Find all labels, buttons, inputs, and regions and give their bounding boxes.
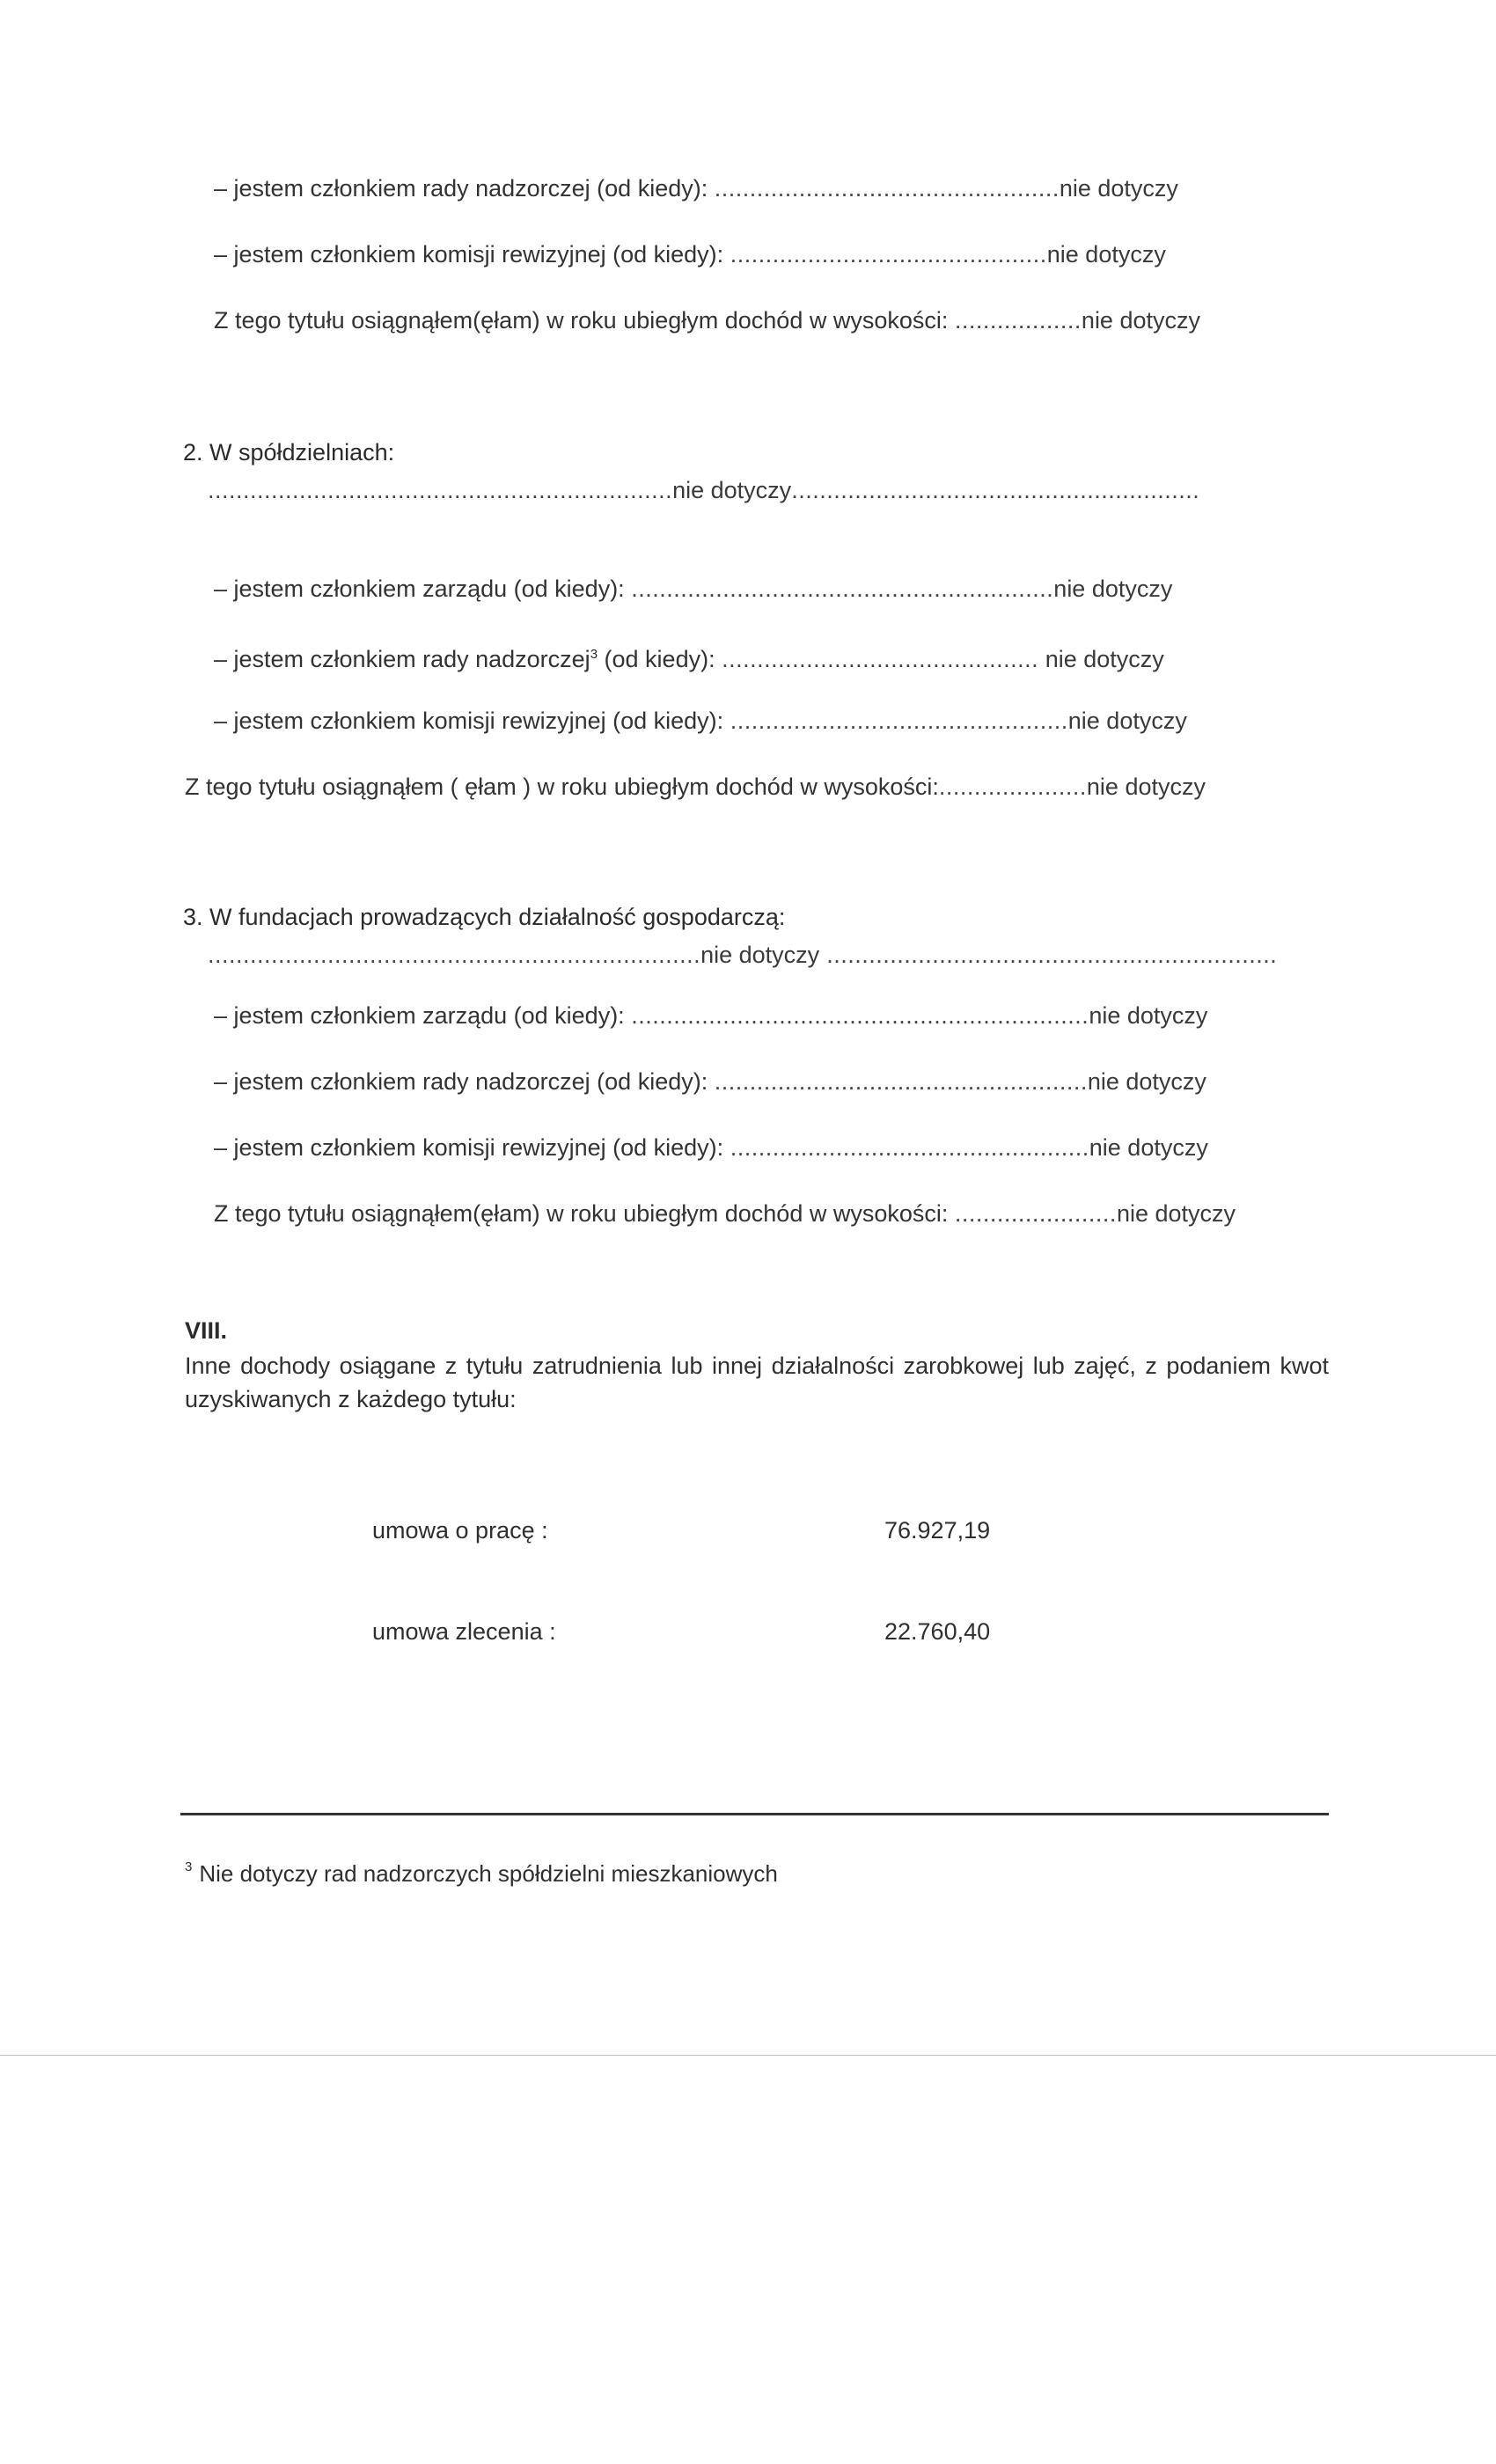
s2-name-line: ..................................................................nie dotyczy..........................................................: [208, 477, 1200, 503]
answer: nie dotyczy: [1116, 1200, 1236, 1227]
footnote: [185, 1852, 778, 1888]
answer: nie dotyczy: [1087, 1068, 1206, 1095]
s1-row-supervisory-board: – jestem członkiem rady nadzorczej (od kiedy): .................................................nie dotyczy: [214, 175, 1178, 202]
page-edge-line: [0, 2055, 1496, 2056]
commission-contract-label: umowa zlecenia :: [372, 1618, 556, 1645]
commission-contract-value: 22.760,40: [884, 1618, 991, 1645]
employment-contract-label: umowa o pracę :: [372, 1517, 548, 1544]
answer: nie dotyczy: [1053, 576, 1173, 602]
answer: nie dotyczy: [1059, 175, 1178, 202]
answer: nie dotyczy: [1089, 1134, 1208, 1161]
answer: nie dotyczy: [1067, 708, 1187, 734]
s1-row-income: Z tego tytułu osiągnąłem(ęłam) w roku ubiegłym dochód w wysokości: ..................nie dotyczy: [214, 307, 1200, 334]
footnote-text: Nie dotyczy rad nadzorczych spółdzielni mieszkaniowych: [199, 1860, 778, 1887]
employment-contract-value: 76.927,19: [884, 1517, 991, 1544]
s3-row-audit-committee: – jestem członkiem komisji rewizyjnej (od kiedy): ...................................................nie dotyczy: [214, 1134, 1208, 1161]
section-8-heading: VIII.: [185, 1317, 228, 1344]
answer: nie dotyczy: [1089, 1002, 1208, 1029]
footnote-separator: [180, 1813, 1329, 1815]
s2-row-board: – jestem członkiem zarządu (od kiedy): ............................................................nie dotyczy: [214, 576, 1173, 602]
footnote-marker: 3: [185, 1859, 193, 1874]
s2-row-audit-committee: – jestem członkiem komisji rewizyjnej (od kiedy): ................................................nie dotyczy: [214, 708, 1187, 734]
section-3-heading: 3. W fundacjach prowadzących działalność gospodarczą:: [183, 904, 786, 930]
answer: nie dotyczy: [1081, 307, 1200, 334]
s2-row-income: Z tego tytułu osiągnąłem ( ęłam ) w roku ubiegłym dochód w wysokości:.....................nie dotyczy: [185, 774, 1206, 800]
s3-row-supervisory-board: – jestem członkiem rady nadzorczej (od kiedy): .....................................................nie dotyczy: [214, 1068, 1206, 1095]
s2-row-supervisory-board: – jestem członkiem rady nadzorczej$^3$ (od kiedy): ............................................. nie dotyczy: [214, 646, 1164, 672]
s3-row-board: – jestem członkiem zarządu (od kiedy): .................................................................nie dotyczy: [214, 1002, 1208, 1029]
s3-row-income: Z tego tytułu osiągnąłem(ęłam) w roku ubiegłym dochód w wysokości: .......................nie dotyczy: [214, 1200, 1236, 1227]
section-8-paragraph: Inne dochody osiągane z tytułu zatrudnienia lub innej działalności zarobkowej lub zajęć, z podaniem kwot uzyskiwanych z każdego tytułu:: [185, 1353, 1329, 1412]
answer: nie dotyczy: [1045, 646, 1164, 672]
section-2-heading: 2. W spółdzielniach:: [183, 439, 395, 466]
s1-row-audit-committee: – jestem członkiem komisji rewizyjnej (od kiedy): .............................................nie dotyczy: [214, 241, 1166, 268]
footnote-ref: 3: [590, 647, 598, 662]
answer: nie dotyczy: [1046, 241, 1166, 268]
s3-name-line: ......................................................................nie dotyczy ................................................................: [208, 942, 1278, 968]
answer: nie dotyczy: [1086, 774, 1206, 800]
